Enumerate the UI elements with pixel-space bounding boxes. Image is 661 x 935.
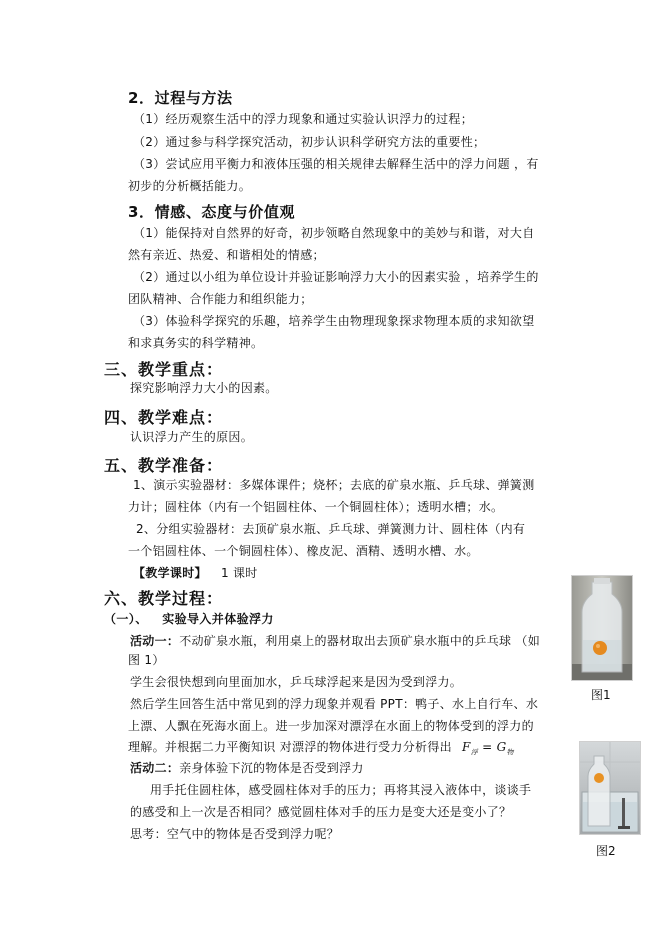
paragraph-line-with-formula	[128, 740, 514, 759]
formula-equals: =	[478, 740, 497, 754]
section-heading-attitudes-values: 3．情感、态度与价值观	[128, 203, 296, 221]
paragraph-line: 然有亲近、热爱、和谐相处的情感；	[128, 248, 325, 262]
paragraph-line: （1）经历观察生活中的浮力现象和通过实验认识浮力的过程；	[133, 112, 474, 126]
paragraph-line: 一个铝圆柱体、一个铜圆柱体）、橡皮泥、酒精、透明水槽、水。	[128, 544, 479, 558]
formula-G: G	[496, 740, 507, 754]
class-hours-label: 【教学课时】	[133, 566, 207, 580]
paragraph-line: 上漂、人飘在死海水面上。进一步加深对漂浮在水面上的物体受到的浮力的	[128, 719, 534, 733]
figure-1-photo	[571, 575, 633, 681]
paragraph-line: 1、演示实验器材：多媒体课件；烧杯；去底的矿泉水瓶、乒乓球、弹簧测	[133, 478, 535, 492]
class-hours-line	[133, 566, 258, 580]
part-one-number: （一）、	[104, 612, 148, 626]
heading-teaching-difficulty: 四、教学难点：	[104, 408, 224, 427]
paragraph-line: 团队精神、合作能力和组织能力；	[128, 292, 313, 306]
section-heading-process-methods: 2．过程与方法	[128, 89, 233, 107]
paragraph-line: （2）通过参与科学探究活动，初步认识科学研究方法的重要性；	[133, 135, 486, 149]
paragraph-line: （2）通过以小组为单位设计并验证影响浮力大小的因素实验 ，培养学生的	[133, 270, 539, 284]
paragraph-text: 理解。并根据二力平衡知识 对漂浮的物体进行受力分析得出	[128, 740, 452, 754]
activity-one-line	[130, 634, 540, 648]
part-one-title: 实验导入并体验浮力	[162, 612, 274, 626]
formula-G-subscript: 物	[506, 748, 514, 757]
paragraph-line: 学生会很快想到向里面加水，乒乓球浮起来是因为受到浮力。	[130, 675, 463, 689]
paragraph-line: （3）尝试应用平衡力和液体压强的相关规律去解释生活中的浮力问题 ，有	[133, 157, 539, 171]
figure-2-photo	[579, 741, 641, 835]
class-hours-value: 1 课时	[220, 566, 258, 580]
buoyancy-formula	[462, 740, 514, 757]
paragraph-line: 2、分组实验器材：去顶矿泉水瓶、乒乓球、弹簧测力计、圆柱体（内有	[136, 522, 526, 536]
paragraph-line: 和求真务实的科学精神。	[128, 336, 264, 350]
activity-two-text: 亲身体验下沉的物体是否受到浮力	[179, 761, 364, 775]
formula-F: F	[462, 740, 471, 754]
teaching-difficulty-text: 认识浮力产生的原因。	[130, 430, 254, 444]
formula-F-subscript: 浮	[470, 748, 478, 757]
paragraph-line: 用手托住圆柱体，感受圆柱体对手的压力；再将其浸入液体中，谈谈手	[150, 783, 532, 797]
paragraph-line: 然后学生回答生活中常见到的浮力现象并观看 PPT：鸭子、水上自行车、水	[130, 697, 539, 711]
paragraph-line: 力计；圆柱体（内有一个铝圆柱体、一个铜圆柱体）；透明水槽；水。	[128, 500, 504, 514]
heading-teaching-process: 六、教学过程：	[104, 589, 224, 608]
tank-bottle-image	[580, 742, 640, 834]
think-question: 思考：空气中的物体是否受到浮力呢？	[130, 827, 340, 841]
heading-teaching-preparation: 五、教学准备：	[104, 456, 224, 475]
paragraph-line: 的感受和上一次是否相同？感觉圆柱体对手的压力是变大还是变小了？	[130, 805, 512, 819]
paragraph-line: （1）能保持对自然界的好奇，初步领略自然现象中的美妙与和谐，对大自	[133, 226, 535, 240]
bottle-ball-image	[572, 576, 632, 680]
activity-two-line	[130, 761, 364, 775]
part-one-heading	[104, 610, 274, 627]
heading-teaching-focus: 三、教学重点：	[104, 360, 224, 379]
activity-two-label: 活动二：	[130, 761, 180, 775]
activity-one-label: 活动一：	[130, 634, 180, 648]
paragraph-line: （3）体验科学探究的乐趣，培养学生由物理现象探求物理本质的求知欲望	[133, 314, 535, 328]
figure-1-caption: 图1	[591, 688, 611, 702]
paragraph-line: 图 1）	[128, 653, 165, 667]
activity-one-text: 不动矿泉水瓶，利用桌上的器材取出去顶矿泉水瓶中的乒乓球 （如	[179, 634, 541, 648]
teaching-focus-text: 探究影响浮力大小的因素。	[130, 381, 278, 395]
paragraph-line: 初步的分析概括能力。	[128, 179, 252, 193]
figure-2-caption: 图2	[596, 844, 616, 858]
